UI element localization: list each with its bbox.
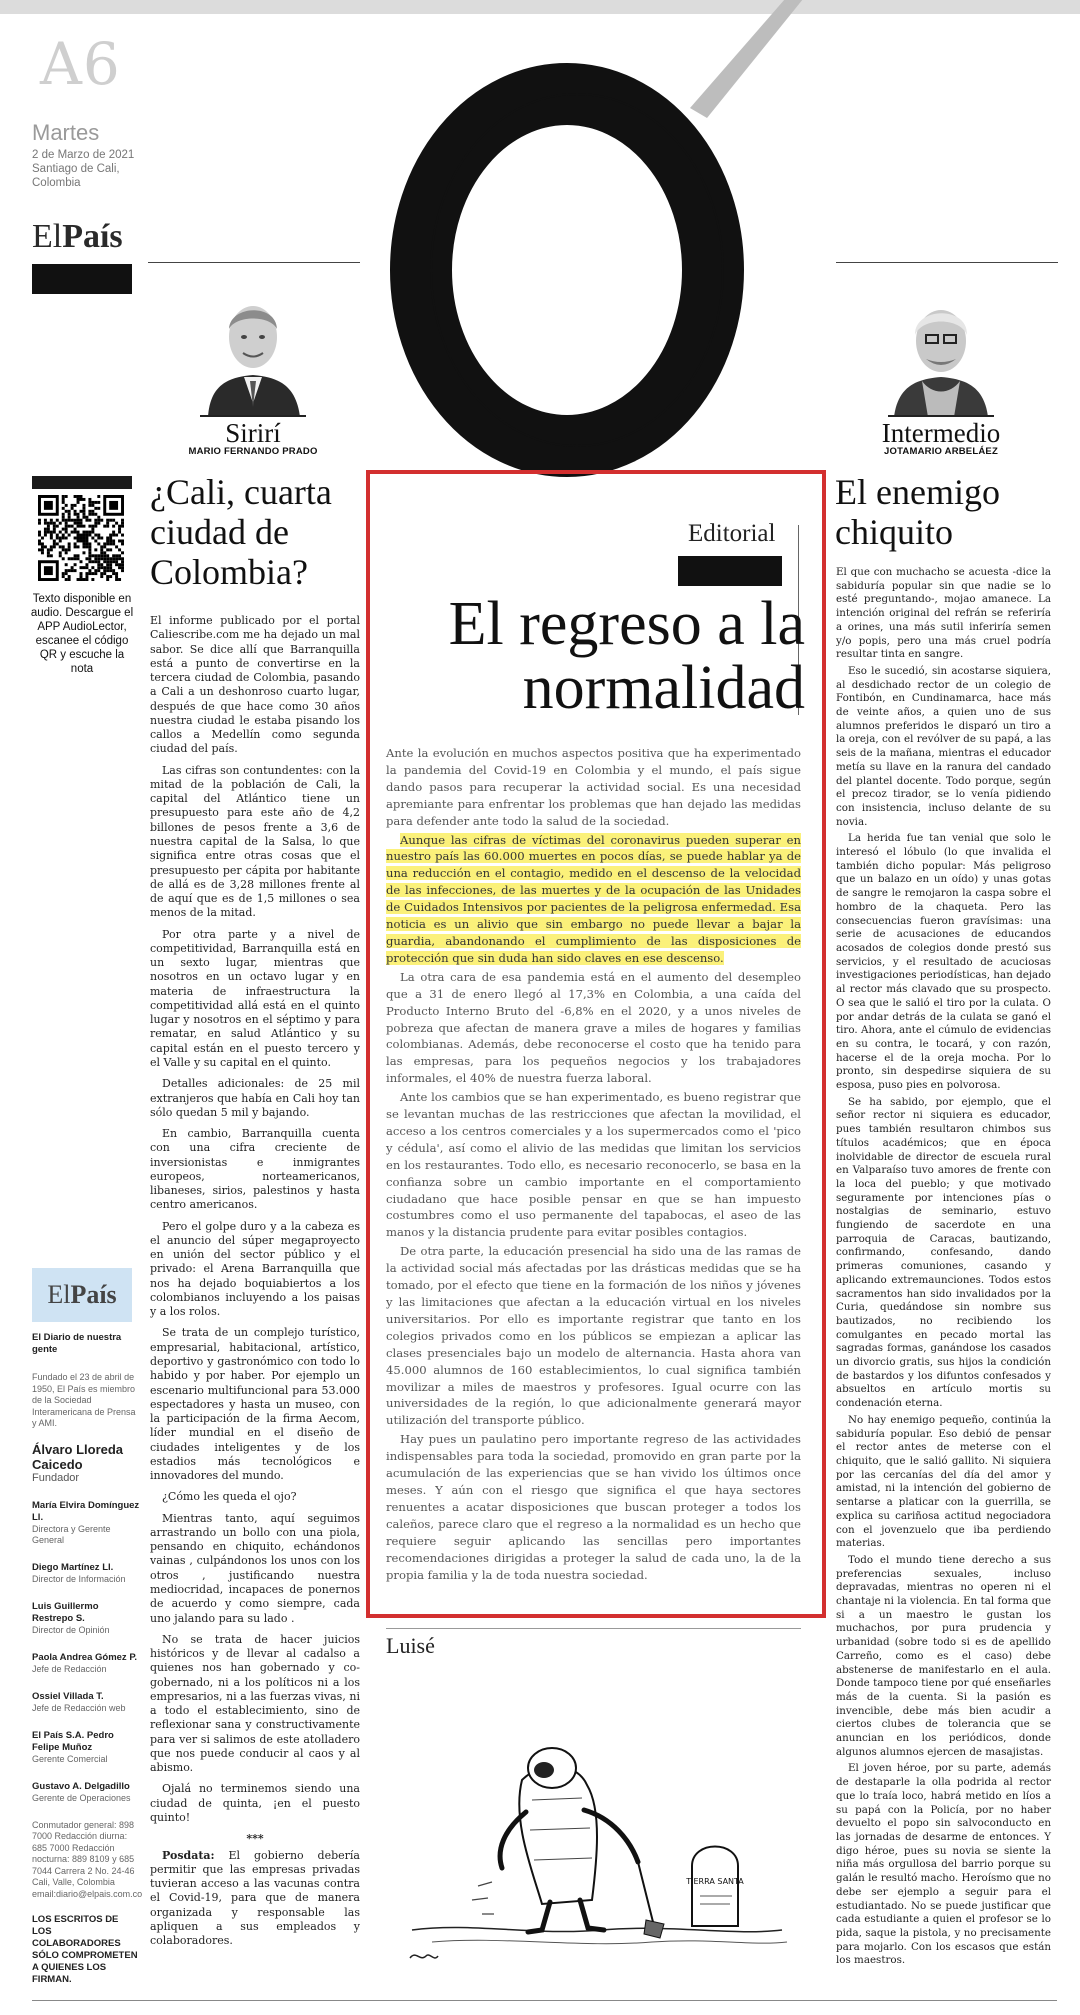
editorial-paragraph <box>386 745 801 830</box>
staff-role: Jefe de Redacción web <box>32 1702 126 1713</box>
columnist-left-name: MARIO FERNANDO PRADO <box>188 446 318 457</box>
divider-right-top <box>836 262 1058 263</box>
staff-role: Gerente Comercial <box>32 1753 108 1764</box>
left-article-paragraph: Las cifras son contundentes: con la mitad de la población de Cali, la capital del Atlántico tiene un presupuesto para este año de 4,2 billones de pesos frente a 3,6 de nuestra capital de la Salsa, lo que significa entre otras cosas que el presupuesto per cápita por habitante de allá es de 3,28 millones frente al de aquí que es de 1,5 millones o sea menos de la mitad. <box>150 763 360 920</box>
staff-box <box>32 1332 143 1986</box>
posdata-text: El gobierno debería permitir que las empresas privadas tuvieran acceso a las vacunas contra el Covid-19, para que de manera organizada y responsable las apliquen a sus empleados y colaboradores. <box>150 1848 360 1948</box>
left-article-paragraph: Pero el golpe duro y a la cabeza es el anuncio del súper megaproyecto en unión del sector público y el privado: el Arena Barranquilla que nos ha dejado boquiabiertos a los colombianos incluyendo a los paisas y a los rolos. <box>150 1219 360 1319</box>
founded-note: Fundado el 23 de abril de 1950, El País es miembro de la Sociedad Interamericana de Prensa y AMI. <box>32 1372 136 1428</box>
right-article-paragraph: Todo el mundo tiene derecho a sus preferencias sexuales, incluso depravadas, mientras no operen ni el chantaje ni la violencia. En tal forma que si a un maestro le gustan los muchachos, por pura prudencia y urbanidad (sobre todo si es de apellido Carreño, como es el caso) debe abstenerse de manifestarlo en el aula. Donde tampoco tiene por qué enseñarles más de la cuenta. Si la pasión es invencible, debe más bien acudir a ciertos clubes de tolerancia que se anuncian en los periódicos, donde algunos alumnos ejercen de masajistas. <box>836 1553 1051 1758</box>
editorial-title: El regreso a la normalidad <box>448 590 805 722</box>
editorial-cartoon <box>392 1690 792 1980</box>
left-article-paragraph: El informe publicado por el portal Caliescribe.com me ha dejado un mal sabor. Se dice allí que Barranquilla está a punto de convertirse en la tercera ciudad de Colombia, pasando a Cali a un deshonroso cuarto lugar, después de que hace como 30 años nuestra ciudad le estaba pisando los callos a Medellín como segunda ciudad del país. <box>150 614 360 756</box>
left-article-paragraph: Por otra parte y a nivel de competitividad, Barranquilla está en un sexto lugar, mientras que nosotros en un octavo lugar y en materia de infraestructura la competitividad allá está en el quinto lugar y nosotros en el séptimo y para rematar, en salud Atlántico y su capital están en el puesto tercero y el Valle y su capital en el quinto. <box>150 927 360 1069</box>
divider-left-top <box>148 262 360 263</box>
editorial-paragraph-text: Ante los cambios que se han experimentado, es bueno registrar que se levantan muchas de las restricciones que afectan la movilidad, el acceso a los centros comerciales y a los supermercados como el 'pico y cédula', así como el alivio de las medidas que limitan los servicios en los restaurantes. Todo ello, es necesario reconocerlo, se basa en la confianza sobre un cambio importante en el comportamiento ciudadano que hace posible pensar en que se han impuesto costumbres como el uso permanente del tapabocas, el aseo de las manos y la distancia prudente para evitar posibles contagios. <box>386 1090 801 1240</box>
masthead-logo <box>32 1268 132 1322</box>
right-article-body <box>836 566 1051 1971</box>
editorial-paragraph <box>386 1431 801 1583</box>
left-article-paragraph: Detalles adicionales: de 25 mil extranjeros que había en Cali hoy tan sólo quedan 5 mil y bajando. <box>150 1077 360 1119</box>
contact-info: Conmutador general: 898 7000 Redacción diurna: 685 7000 Redacción nocturna: 889 8109 y 685 7044 Carrera 2 No. 24-46 Cali, Valle, Colombia email:diario@elpais.com.co <box>32 1819 143 1899</box>
masthead-tagline: El Diario de nuestra gente <box>32 1332 122 1355</box>
cartoonist-name: Luisé <box>386 1633 435 1658</box>
opinion-o-icon <box>372 0 822 508</box>
editorial-paragraph-text: Ante la evolución en muchos aspectos positiva que ha experimentado la pandemia del Covid-19 en Colombia y el mundo, el país sigue dando pasos para recuperar la actividad social. Es una necesidad apremiante para enfrentar los problemas que han dejado las medidas para defender ante todo la salud de la sociedad. <box>386 746 801 828</box>
left-article-paragraph: En cambio, Barranquilla cuenta con una cifra creciente de inversionistas e inmigrantes europeos, norteamericanos, libaneses, sirios, palestinos y hasta centro americanos. <box>150 1127 360 1212</box>
staff-role: Jefe de Redacción <box>32 1663 107 1674</box>
qr-header-bar <box>32 476 132 489</box>
qr-caption: Texto disponible en audio. Descargue el APP AudioLector, escanee el código QR y escuche la nota <box>30 593 134 675</box>
staff-role: Director de Información <box>32 1573 126 1584</box>
el-pais-logo <box>32 218 123 256</box>
logo-black-bar <box>32 264 132 294</box>
left-article-paragraph: Se trata de un complejo turístico, empresarial, habitacional, artístico, deportivo y gastronómico con todo lo habido y por haber. Por ejemplo un escenario multifuncional para 53.000 espectadores y hasta un museo, con la participación de la firma Aecom, líder mundial en el diseño de ciudades inteligentes y de los estadios más tecnológicos e innovadores del mundo. <box>150 1326 360 1483</box>
staff-name: El País S.A. Pedro Felipe Muñoz <box>32 1729 114 1753</box>
editorial-black-bar <box>678 556 782 586</box>
editorial-paragraph <box>386 1243 801 1429</box>
right-article-paragraph: El que con muchacho se acuesta -dice la sabiduría popular sin que nadie se lo esté preguntando-, mojao amanece. La intención original del refrán se referiría a orines, una más sutil inferiría semen y/o popis, pero una más cruel podría resultar tinta en sangre. <box>836 566 1051 661</box>
columnist-right-name: JOTAMARIO ARBELÁEZ <box>884 446 998 457</box>
editorial-highlighted-text: Aunque las cifras de víctimas del coronavirus pueden superar en nuestro país las 60.000 muertes en pocos días, se puede hablar ya de una reducción en el contagio, medido en el descenso de la velocidad de las infecciones, de las muertes y de la ocupación de las Unidades de Cuidados Intensivos por pacientes de la peligrosa enfermedad. Esa noticia es un alivio que sin embargo no puede llevar a bajar la guardia, abandonando el cumplimiento de las disposiciones de protección que sin duda han sido claves en ese descenso. <box>386 832 801 965</box>
right-article-paragraph: La herida fue tan venial que solo le interesó el lóbulo (lo que invalida el también dicho popular: Más peligroso que un balazo en un oído) y unas gotas de sangre le remojaron la caspa sobre el hombro de la chaqueta. Pero las consecuencias fueron gravísimas: una serie de acusaciones de educandos acosados de colegios donde prestó sus servicios, y el resultado de acuciosas investigaciones periodísticas, han dejado al rector más clavado que su prospecto. O sea que le salió el tiro por la culata. O por andar detrás de la culata se ganó el tiro. Ahora, ante el cúmulo de evidencias en su contra, le tocará, y con razón, hacerse el de la oreja mocha. Por lo pronto, sin despedirse siquiera de su esposa, puso pies en polvorosa. <box>836 832 1051 1092</box>
masthead-pais: País <box>70 1280 117 1309</box>
posdata-paragraph <box>150 1849 360 1949</box>
staff-role: Gerente de Operaciones <box>32 1792 131 1803</box>
date-line: 2 de Marzo de 2021 Santiago de Cali, Colombia <box>32 149 135 189</box>
editorial-paragraph-text: Hay pues un paulatino pero importante regreso de las actividades indispensables para toda la sociedad, promovido en gran parte por la acumulación de las experiencias que se han vivido los últimos once meses. Y aún con el riesgo que significa el que haya sectores renuentes a acatar disposiciones que buscan proteger a todos los caleños, parece claro que el regreso a la normalidad es un hecho que requiere seguir aplicando las sencillas pero importantes recomendaciones dirigidas a proteger la salud de cada uno, la de la propia familia y la de toda nuestra sociedad. <box>386 1432 801 1582</box>
left-article-paragraph: ¿Cómo les queda el ojo? <box>162 1490 297 1504</box>
left-article-body <box>150 614 360 1955</box>
right-article-headline: El enemigo chiquito <box>835 472 1000 552</box>
page-number: A6 <box>40 30 121 98</box>
left-article-headline: ¿Cali, cuarta ciudad de Colombia? <box>150 472 332 592</box>
posdata-label: Posdata: <box>162 1848 215 1862</box>
qr-code-icon[interactable] <box>38 495 124 581</box>
staff-role: Director de Opinión <box>32 1624 110 1635</box>
weekday: Martes <box>32 120 100 145</box>
editorial-paragraph-text: De otra parte, la educación presencial ha sido una de las ramas de la actividad social más afectadas por las drásticas medidas que se ha tomado, por el efecto que tiene en la formación de los niños y jóvenes y las limitaciones que afectan a la educación virtual en los niveles universitarios. Por ello es importante registrar que tanto en los colegios privados como en los públicos se empiezan a aplicar las clases presenciales bajo un modelo de alternancia. Hasta ahora van 45.000 alumnos de 160 establecimientos, lo cual significa también movilizar a miles de maestros y profesores. Igual ocurre con las universidades de la región, lo que adicionalmente generará mayor utilización del transporte público. <box>386 1244 801 1428</box>
right-article-paragraph: Eso le sucedió, sin acostarse siquiera, al desdichado rector de un colegio de Fontibón, en Cundinamarca, hace más de veinte años, a quien uno de sus alumnos preferidos le disparó un tiro a la oreja, con el revólver de su papá, a las seis de la mañana, mientras el educador metía su llave en la ranura del candado del plantel docente. Todo porque, según el precoz tirador, se lo venía pidiendo con insistencia, incluso delante de su novia. <box>836 664 1051 828</box>
logo-pais: País <box>62 218 123 255</box>
right-article-paragraph: El joven héroe, por su parte, además de destaparle la olla podrida al rector que lo traía loco, habrá metido en líos a su papá con la Policía, por no haber devuelto el popo sin salvoconducto en las jornadas de desarme de entonces. Y digo héroe, pues su novia se siente la niña más orgullosa del barrio porque su galán le resultó macho. Heroísmo que no debe ser ejemplo a seguir para el estudiantado. No se puede justificar que cada estudiante a quien el profesor se lo pida, saque la pistola, y no precisamente para mojarlo. Con los escasos que están los maestros. <box>836 1762 1051 1967</box>
staff-name: Paola Andrea Gómez P. <box>32 1651 138 1663</box>
right-article-paragraph: No hay enemigo pequeño, continúa la sabiduría popular. Eso debió de pensar el rector antes de meterse con el chiquito, que le salió gallito. Ni siquiera por las cercanías del día del amor y amistad, ni la intención del gobierno de sentarse a platicar con la guerrilla, se explica su cariñosa actitud negociadora con el jovenzuelo que iba perdiendo materias. <box>836 1413 1051 1550</box>
left-article-paragraph: No se trata de hacer juicios históricos y de llevar al cadalso a quienes nos han gobernado y co-gobernado, ni a los políticos ni a los empresarios, ni a las fuerzas vivas, ni a todo el establecimiento, sino de reflexionar sana y constructivamente para ver si salimos de este atolladero que nos puede conducir al caos y al abismo. <box>150 1632 360 1775</box>
columnist-right-photo <box>888 285 994 417</box>
disclaimer: LOS ESCRITOS DE LOS COLABORADORES SÓLO COMPROMETEN A QUIENES LOS FIRMAN. <box>32 1914 138 1985</box>
editorial-paragraph <box>386 969 801 1087</box>
editorial-paragraph <box>386 832 801 967</box>
editorial-paragraph <box>386 1089 801 1241</box>
left-article-paragraph: Ojalá no terminemos siendo una ciudad de quinta, ¡en el puesto quinto! <box>150 1782 360 1824</box>
left-article-paragraph: Mientras tanto, aquí seguimos arrastrando un bollo con una piola, pensando en chiquito, echándonos vainas , culpándonos los unos con los otros , justificando nuestra mediocridad, incapaces de ponernos de acuerdo y como siempre, cada uno jalando para su lado . <box>150 1511 360 1625</box>
tombstone-text: TIERRA SANTA <box>686 1877 744 1886</box>
staff-name: Luis Guillermo Restrepo S. <box>32 1600 99 1624</box>
right-article-paragraph: Se ha sabido, por ejemplo, que el señor rector ni siquiera es educador, pues también resultaron chimbos sus títulos académicos; que en época inolvidable de director de escuela rural en Valparaíso tuvo amores de frente con la loca del pueblo; y que motivado seguramente por intenciones pías o nostalgias de seminario, estuvo fungiendo de sacerdote en una parroquia de Caracas, bautizando, confirmando, confesando, dando primeras comuniones, casando y aplicando extremaunciones. Todos estos sacramentos han sido invalidados por la Curia, quedándose sin nombre sus bautizados, no recibiendo los comulgantes en pecado mortal las sagradas formas, ganándose los casados un divorcio gratis, sus hijos la condición de bastardos y los difuntos confesados y absueltos en artículo mortis su condenación eterna. <box>836 1095 1051 1410</box>
cartoon-top-rule <box>386 1628 801 1629</box>
staff-role: Directora y Gerente General <box>32 1523 111 1545</box>
founder-name: Álvaro Lloreda Caicedo <box>32 1441 124 1472</box>
columnist-left-photo <box>200 285 306 417</box>
editorial-body <box>386 745 801 1585</box>
page-bottom-rule <box>32 2000 1057 2001</box>
logo-el: El <box>32 218 63 255</box>
staff-name: Diego Martínez Ll. <box>32 1561 114 1573</box>
section-separator: *** <box>246 1832 264 1846</box>
column-name-left: Sirirí <box>225 418 281 448</box>
editorial-section-label: Editorial <box>688 520 776 547</box>
staff-name: María Elvira Domínguez Ll. <box>32 1499 140 1523</box>
staff-name: Ossiel Villada T. <box>32 1690 104 1702</box>
column-name-right: Intermedio <box>881 418 1001 448</box>
editorial-paragraph-text: La otra cara de esa pandemia está en el aumento del desempleo que a 31 de enero llegó al 17,3% en Colombia, a una caída del Producto Interno Bruto del -6,8% en el 2020, y a unos niveles de pobreza que afectan de manera grave a miles de hogares y familias colombianas. Además, debe reconocerse el costo que ha tenido para las empresas, para los pequeños negocios y los trabajadores informales, el 40% de nuestra fuerza laboral. <box>386 969 801 1086</box>
staff-name: Gustavo A. Delgadillo <box>32 1780 130 1792</box>
founder-role: Fundador <box>32 1471 80 1484</box>
masthead-el: El <box>47 1280 71 1309</box>
